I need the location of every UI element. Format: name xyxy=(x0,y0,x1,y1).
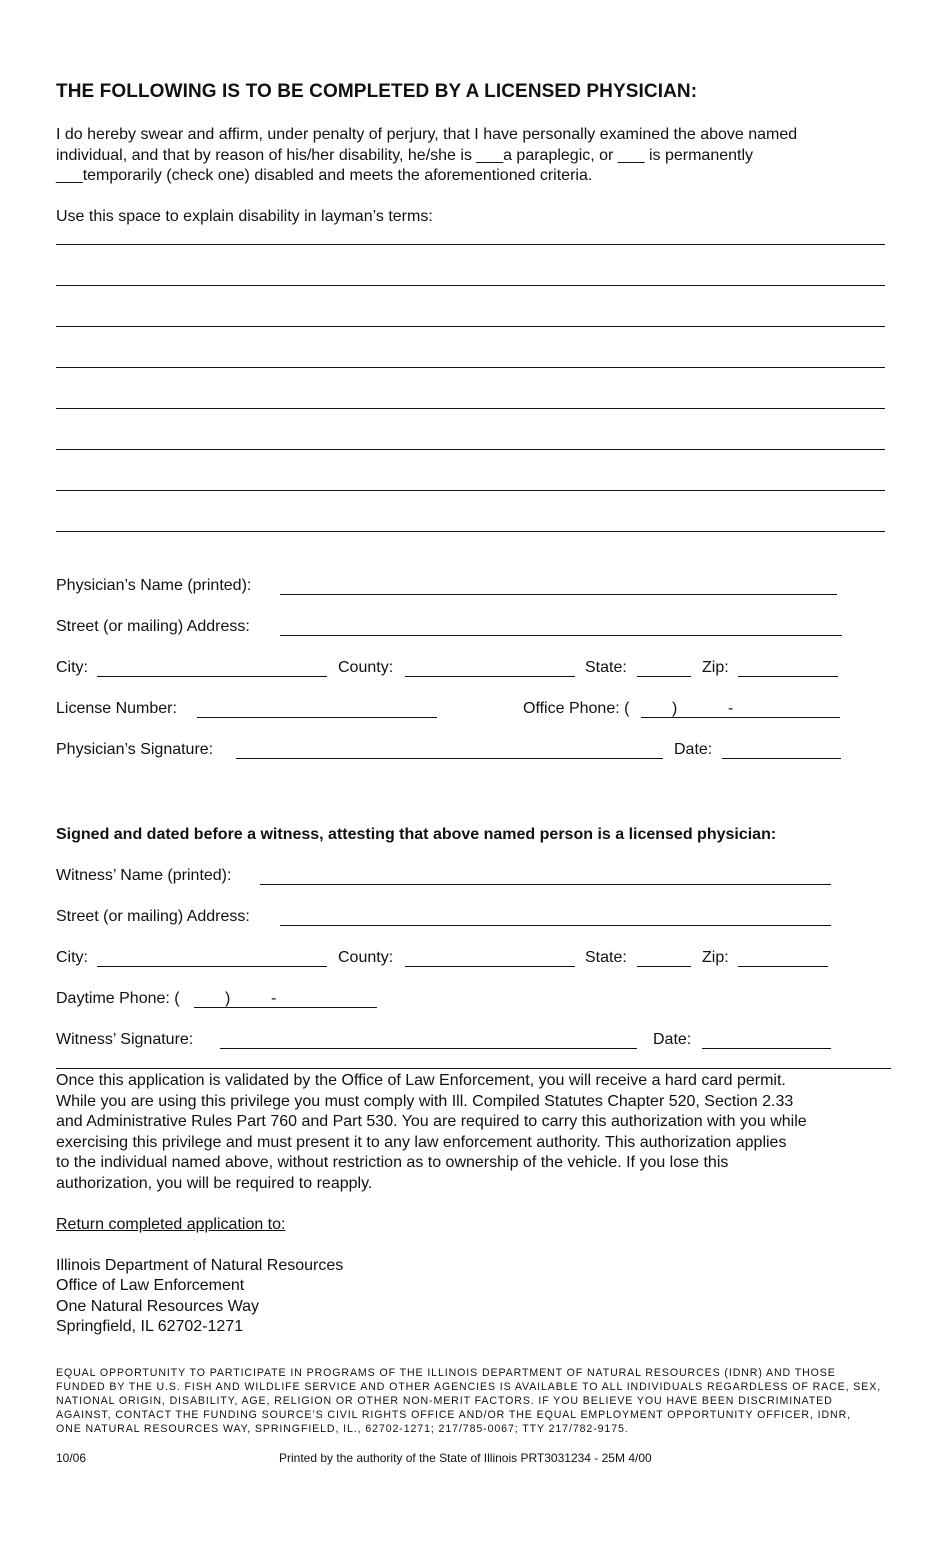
witness-date-label: Date: xyxy=(653,1031,692,1048)
witness-address-field[interactable] xyxy=(280,925,831,926)
witness-city-field[interactable] xyxy=(97,966,327,967)
info-line-4: exercising this privilege and must present it to any law enforcement authority. This authorization applies xyxy=(56,1134,787,1151)
footer-date: 10/06 xyxy=(56,1451,87,1465)
info-line-1: Once this application is validated by the Office of Law Enforcement, you will receive a hard card permit. xyxy=(56,1072,786,1089)
explain-line[interactable] xyxy=(56,326,885,327)
explain-line[interactable] xyxy=(56,244,885,245)
physician-signature-label: Physician’s Signature: xyxy=(56,741,214,758)
physician-state-field[interactable] xyxy=(637,676,691,677)
address-line-3: One Natural Resources Way xyxy=(56,1298,260,1315)
info-line-2: While you are using this privilege you must comply with Ill. Compiled Statutes Chapter 520, Section 2.33 xyxy=(56,1093,794,1110)
explain-line[interactable] xyxy=(56,285,885,286)
explain-line[interactable] xyxy=(56,408,885,409)
physician-city-label: City: xyxy=(56,659,88,676)
witness-city-label: City: xyxy=(56,949,88,966)
address-line-1: Illinois Department of Natural Resources xyxy=(56,1257,344,1274)
witness-signature-field[interactable] xyxy=(220,1048,637,1049)
physician-phone-label: Office Phone: ( xyxy=(523,700,630,717)
eeo-line-4: AGAINST, CONTACT THE FUNDING SOURCE’S CIVIL RIGHTS OFFICE AND/OR THE EQUAL EMPLOYMENT OPPORTUNITY OFFICER, IDNR, xyxy=(56,1409,851,1421)
physician-zip-label: Zip: xyxy=(702,659,729,676)
info-line-5: to the individual named above, without restriction as to ownership of the vehicle. If you lose this xyxy=(56,1154,729,1171)
witness-heading: Signed and dated before a witness, attesting that above named person is a licensed physician: xyxy=(56,826,777,843)
physician-county-field[interactable] xyxy=(405,676,575,677)
physician-license-label: License Number: xyxy=(56,700,177,717)
info-line-6: authorization, you will be required to reapply. xyxy=(56,1175,373,1192)
explain-line[interactable] xyxy=(56,490,885,491)
info-line-3: and Administrative Rules Part 760 and Part 530. You are required to carry this authorization with you while xyxy=(56,1113,807,1130)
page-title: THE FOLLOWING IS TO BE COMPLETED BY A LICENSED PHYSICIAN: xyxy=(56,81,698,102)
explain-line[interactable] xyxy=(56,449,885,450)
physician-address-label: Street (or mailing) Address: xyxy=(56,618,250,635)
physician-phone-dash: - xyxy=(728,700,734,717)
affirmation-line-3: ___temporarily (check one) disabled and meets the aforementioned criteria. xyxy=(56,167,593,184)
physician-phone-field[interactable] xyxy=(641,717,840,718)
physician-date-label: Date: xyxy=(674,741,713,758)
address-line-4: Springfield, IL 62702-1271 xyxy=(56,1318,244,1335)
affirmation-line-2: individual, and that by reason of his/her disability, he/she is ___a paraplegic, or ___ is permanently xyxy=(56,147,754,164)
witness-address-label: Street (or mailing) Address: xyxy=(56,908,250,925)
witness-date-field[interactable] xyxy=(702,1048,831,1049)
eeo-line-3: NATIONAL ORIGIN, DISABILITY, AGE, RELIGION OR OTHER NON-MERIT FACTORS. IF YOU BELIEVE YOU HAVE BEEN DISCRIMINATED xyxy=(56,1395,833,1407)
witness-phone-label: Daytime Phone: ( xyxy=(56,990,180,1007)
witness-phone-field[interactable] xyxy=(194,1007,377,1008)
physician-zip-field[interactable] xyxy=(738,676,838,677)
physician-name-field[interactable] xyxy=(280,594,837,595)
eeo-line-2: FUNDED BY THE U.S. FISH AND WILDLIFE SERVICE AND OTHER AGENCIES IS AVAILABLE TO ALL INDIVIDUALS REGARDLESS OF RACE, SEX, xyxy=(56,1381,882,1393)
explain-line[interactable] xyxy=(56,367,885,368)
address-line-2: Office of Law Enforcement xyxy=(56,1277,245,1294)
physician-phone-paren: ) xyxy=(672,700,678,717)
physician-name-label: Physician’s Name (printed): xyxy=(56,577,252,594)
witness-zip-field[interactable] xyxy=(738,966,828,967)
return-label: Return completed application to: xyxy=(56,1216,286,1233)
eeo-line-1: EQUAL OPPORTUNITY TO PARTICIPATE IN PROGRAMS OF THE ILLINOIS DEPARTMENT OF NATURAL RESOURCES (IDNR) AND THOSE xyxy=(56,1367,836,1379)
physician-date-field[interactable] xyxy=(722,758,841,759)
physician-state-label: State: xyxy=(585,659,627,676)
footer-printed: Printed by the authority of the State of Illinois PRT3031234 - 25M 4/00 xyxy=(279,1451,652,1465)
witness-zip-label: Zip: xyxy=(702,949,729,966)
witness-county-label: County: xyxy=(338,949,394,966)
witness-state-label: State: xyxy=(585,949,627,966)
witness-phone-dash: - xyxy=(271,990,277,1007)
physician-signature-field[interactable] xyxy=(236,758,663,759)
witness-signature-label: Witness’ Signature: xyxy=(56,1031,194,1048)
physician-license-field[interactable] xyxy=(197,717,437,718)
affirmation-line-1: I do hereby swear and affirm, under penalty of perjury, that I have personally examined the above named xyxy=(56,126,798,143)
physician-city-field[interactable] xyxy=(97,676,327,677)
witness-county-field[interactable] xyxy=(405,966,575,967)
explain-line[interactable] xyxy=(56,531,885,532)
witness-name-field[interactable] xyxy=(260,884,831,885)
witness-name-label: Witness’ Name (printed): xyxy=(56,867,232,884)
explain-label: Use this space to explain disability in layman’s terms: xyxy=(56,208,433,225)
witness-state-field[interactable] xyxy=(637,966,691,967)
section-divider xyxy=(56,1068,891,1069)
physician-address-field[interactable] xyxy=(280,635,842,636)
physician-county-label: County: xyxy=(338,659,394,676)
witness-phone-paren: ) xyxy=(225,990,231,1007)
eeo-line-5: ONE NATURAL RESOURCES WAY, SPRINGFIELD, IL., 62702-1271; 217/785-0067; TTY 217/782-9175. xyxy=(56,1423,629,1435)
